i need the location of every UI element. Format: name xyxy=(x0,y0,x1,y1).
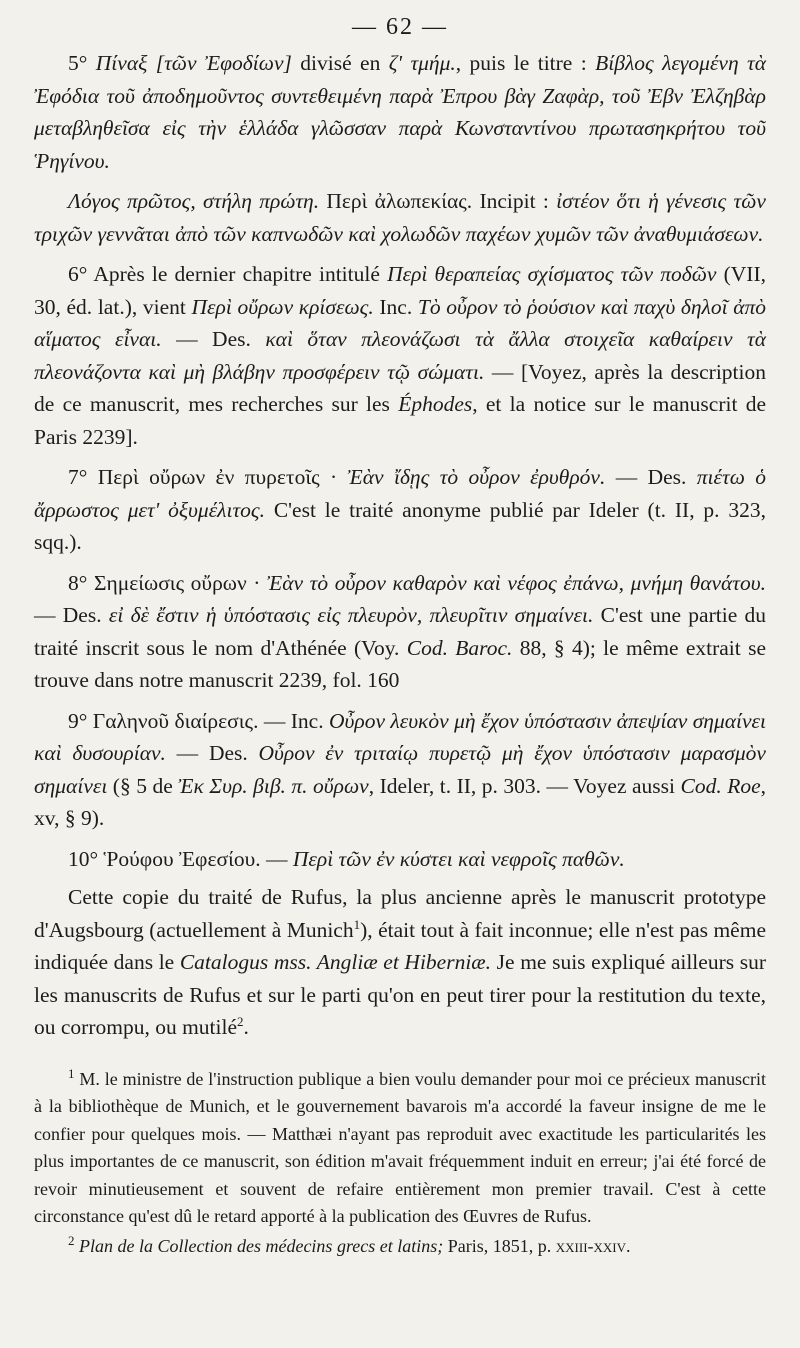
footnote-ref-2[interactable]: 2 xyxy=(237,1013,244,1029)
entry-8 xyxy=(34,567,766,697)
page-number: — 62 — xyxy=(352,14,448,40)
greek-text: Ἐὰν τὸ οὖρον καθαρὸν καὶ νέφος ἐπάνω, μνήμη θανάτου. xyxy=(267,570,766,595)
footnote-mark: 1 xyxy=(68,1065,75,1081)
text: — xyxy=(260,846,293,871)
entry-7 xyxy=(34,461,766,559)
text: — [Voyez, après la description de ce manuscrit, mes recherches sur les xyxy=(34,359,766,416)
entry-10 xyxy=(34,843,766,876)
greek-text: Ἐκ Συρ. βιβ. π. οὔρων xyxy=(178,773,369,798)
text: Je me suis expliqué ailleurs sur les manuscrits de Rufus et sur le parti qu'on en peut tirer pour la restitution du texte, ou corrompu, ou mutilé xyxy=(34,950,766,1039)
footnote-ref-1[interactable]: 1 xyxy=(353,916,361,932)
text: — Des. xyxy=(165,741,259,765)
greek-heading: Περὶ ἀλωπεκίας. xyxy=(326,189,473,213)
italic-text: Cod. Baroc. xyxy=(406,635,513,660)
entry-number: 5° xyxy=(68,51,88,75)
footnote-mark: 2 xyxy=(68,1232,75,1248)
footnote-text: Paris, 1851, p. xyxy=(443,1235,556,1256)
text: C'est le traité anonyme publié par Ideler (t. II, p. 323, sqq.). xyxy=(34,497,766,554)
entry-number: 8° xyxy=(68,570,88,595)
greek-text: εἰ δὲ ἔστιν ἡ ὑπόστασις εἰς πλευρὸν, πλευρῖτιν σημαίνει. xyxy=(108,603,594,627)
greek-text: Περὶ θεραπείας σχίσματος τῶν ποδῶν xyxy=(387,262,717,286)
text: Après le dernier chapitre intitulé xyxy=(87,262,388,286)
footnote-text: M. le ministre de l'instruction publique a bien voulu demander pour moi ce précieux manuscrit à la bibliothèque de Munich, et le gouvernement bavarois m'a accordé la faveur insigne de me le confier pour quelques mois. — Matthæi n'ayant pas reproduit avec exactitude les particularités les plus importantes de ce manuscrit, son édition m'avait fréquemment induit en erreur; j'ai été forcé de revoir minutieusement et souvent de refaire entièrement mon premier travail. C'est à cette circonstance qu'est dû le retard apporté à la publication des Œuvres de Rufus. xyxy=(34,1068,766,1226)
entry-5 xyxy=(34,47,766,177)
greek-text: ἰστέον ὅτι ἡ γένεσις τῶν τριχῶν γεννᾶται ἀπὸ τῶν καπνωδῶν καὶ χολωδῶν παχέων χυμῶν τῶν ἀναθυμιάσεων. xyxy=(34,189,766,246)
text: , xv, § 9). xyxy=(34,773,766,830)
greek-title: Πίναξ [τῶν Ἐφοδίων] xyxy=(95,51,292,75)
footnote-pages: xxiii-xxiv. xyxy=(555,1235,631,1256)
text: — Des. xyxy=(34,603,109,627)
entry-6 xyxy=(34,258,766,453)
text: — Des. xyxy=(605,465,697,489)
greek-text: Ἐὰν ἴδῃς τὸ οὖρον ἐρυθρόν. xyxy=(347,465,606,489)
text: . xyxy=(243,1015,249,1039)
greek-text: Περὶ τῶν ἐν κύστει καὶ νεφροῖς παθῶν. xyxy=(292,846,625,871)
text: , et la notice sur le manuscrit de Paris 2239]. xyxy=(34,392,766,449)
text: ), était tout à fait inconnue; elle n'est pas même indiquée dans le xyxy=(34,917,766,974)
greek-text: Οὖρον λευκὸν μὴ ἔχον ὑπόστασιν ἀπεψίαν σημαίνει καὶ δυσουρίαν. xyxy=(34,708,767,765)
entry-number: 9° xyxy=(68,708,88,733)
greek-heading: Σημείωσις οὔρων · xyxy=(87,570,268,595)
text: divisé en xyxy=(291,51,389,75)
text: — Inc. xyxy=(258,708,329,733)
text: (VII, 30, éd. lat.), vient xyxy=(34,262,767,319)
entry-number: 6° xyxy=(68,262,88,286)
greek-heading: Γαληνοῦ διαίρεσις. xyxy=(87,708,259,733)
greek-text: Λόγος πρῶτος, στήλη πρώτη. xyxy=(68,189,327,213)
text: Inc. xyxy=(373,294,418,319)
text: , puis le titre : xyxy=(455,51,596,75)
text: Cette copie du traité de Rufus, la plus ancienne après le manuscrit prototype d'Augsbourg (actuellement à Munich xyxy=(34,885,766,942)
greek-text: καὶ ὅταν πλεονάζωσι τὰ ἄλλα στοιχεῖα καθαίρειν τὰ πλεονάζοντα καὶ μὴ βλάβην προσφέρειν τῷ σώματι. xyxy=(34,327,766,384)
footnote-title: Plan de la Collection des médecins grecs et latins; xyxy=(74,1235,444,1256)
text: , Ideler, t. II, p. 303. — Voyez aussi xyxy=(368,773,681,798)
footnote-1 xyxy=(34,1066,766,1231)
entry-number: 10° xyxy=(68,846,99,871)
text: — Des. xyxy=(161,327,266,351)
greek-heading: Περὶ οὔρων ἐν πυρετοῖς · xyxy=(87,465,348,489)
entry-9 xyxy=(34,705,766,835)
italic-text: Cod. Roe xyxy=(680,773,761,798)
greek-text: Περὶ οὔρων κρίσεως. xyxy=(191,294,374,319)
text: C'est une partie du traité inscrit sous le nom d'Athénée (Voy. xyxy=(34,603,767,660)
italic-text: Éphodes xyxy=(398,392,473,416)
greek-text: ζ' τμήμ. xyxy=(388,51,456,75)
text: 88, § 4); le même extrait se trouve dans notre manuscrit 2239, fol. 160 xyxy=(34,635,766,692)
text: (§ 5 de xyxy=(107,773,179,798)
greek-heading: Ῥούφου Ἐφεσίου. xyxy=(98,846,261,871)
entry-5-chapter xyxy=(34,185,766,250)
greek-text: Οὖρον ἐν τριταίῳ πυρετῷ μὴ ἔχον ὑπόστασιν μαρασμὸν σημαίνει xyxy=(34,741,766,798)
footnotes xyxy=(34,1066,766,1261)
greek-text: Τὸ οὖρον τὸ ῥούσιον καὶ παχὺ δηλοῖ ἀπὸ αἵματος εἶναι. xyxy=(34,294,767,351)
greek-text: Βίβλος λεγομένη τὰ Ἐφόδια τοῦ ἀποδημοῦντος συντεθειμένη παρὰ Ἐπρου βὰγ Ζαφὰρ, τοῦ Ἐβν Ἐλζηβὰρ μεταβληθεῖσα εἰς τὴν ἑλλάδα γλῶσσαν παρὰ Κωνσταντίνου πρωτασηκρήτου τοῦ Ῥηγίνου. xyxy=(34,51,767,173)
footnote-2 xyxy=(34,1233,766,1261)
italic-text: Catalogus mss. Angliæ et Hiberniæ. xyxy=(179,950,492,974)
greek-text: πιέτω ὁ ἄρρωστος μετ' ὀξυμέλιτος. xyxy=(34,465,766,522)
paragraph-rufus xyxy=(34,881,766,1044)
entry-number: 7° xyxy=(68,465,88,489)
text: Incipit : xyxy=(472,189,557,213)
